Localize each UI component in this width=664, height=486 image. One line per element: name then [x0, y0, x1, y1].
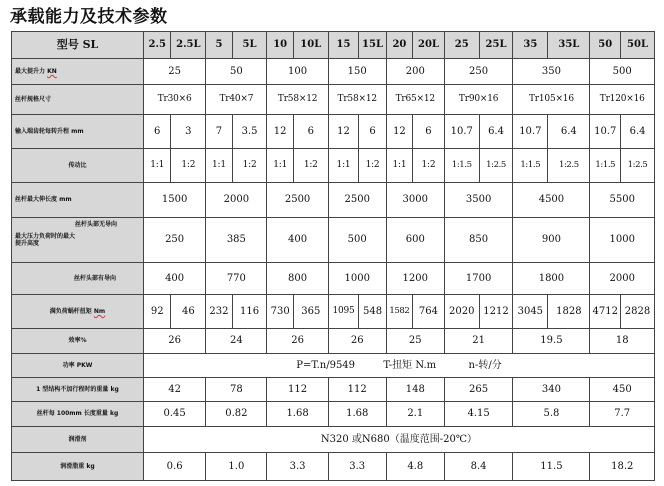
max-height-value: 2000 [590, 263, 655, 295]
ratio-value: 1:2 [232, 149, 267, 183]
lubricant-row [12, 427, 655, 453]
travel-value: 3.5 [232, 115, 267, 149]
max-height-row-b [12, 263, 655, 295]
weight-value: 112 [328, 378, 386, 402]
lubricant-label: 润滑剂 [12, 427, 144, 453]
model-header-cell: 10 [267, 32, 293, 59]
max-height-value: 385 [206, 218, 267, 263]
power-formula-cell [143, 354, 654, 378]
model-header-label: 型号 SL [12, 32, 144, 59]
ratio-value: 1:1.5 [590, 149, 621, 183]
torque-definition: T-扭矩 N.m [383, 359, 437, 371]
stroke-value: 5500 [590, 183, 655, 218]
power-label: 功率 PKW [12, 354, 144, 378]
lift-value: 200 [386, 59, 444, 85]
spec-table [11, 31, 655, 481]
model-header-cell: 50L [621, 32, 655, 59]
weight-value: 265 [444, 378, 513, 402]
travel-value: 10.7 [444, 115, 479, 149]
screw-weight-value: 7.7 [590, 402, 655, 427]
efficiency-value: 21 [444, 329, 513, 354]
weight-value: 112 [267, 378, 328, 402]
screw-value: Tr120×16 [590, 85, 655, 115]
screw-weight-value: 4.15 [444, 402, 513, 427]
travel-row [12, 115, 655, 149]
max-height-value: 1800 [513, 263, 590, 295]
lube-weight-value: 1.0 [206, 453, 267, 481]
torque-value: 92 [143, 295, 170, 329]
travel-label: 输入端齿轮每转升程 mm [12, 115, 144, 149]
model-header-cell: 35 [513, 32, 548, 59]
efficiency-value: 26 [143, 329, 205, 354]
screw-value: Tr58×12 [328, 85, 386, 115]
travel-value: 7 [206, 115, 232, 149]
max-height-label: 最大压力负荷时的最大提升高度 [15, 232, 76, 247]
travel-value: 6 [293, 115, 328, 149]
travel-value: 10.7 [590, 115, 621, 149]
model-header-cell: 5L [232, 32, 267, 59]
weight-value: 148 [386, 378, 444, 402]
ratio-value: 1:1 [267, 149, 293, 183]
ratio-value: 1:2 [293, 149, 328, 183]
model-header-cell: 25 [444, 32, 479, 59]
max-height-value: 250 [143, 218, 205, 263]
ratio-value: 1:2 [171, 149, 206, 183]
model-header-cell: 10L [293, 32, 328, 59]
weight-value: 42 [143, 378, 205, 402]
efficiency-row [12, 329, 655, 354]
weight-row [12, 378, 655, 402]
efficiency-value: 19.5 [513, 329, 590, 354]
torque-value: 1095 [328, 295, 359, 329]
model-header-cell: 15 [328, 32, 359, 59]
max-height-value: 1000 [590, 218, 655, 263]
model-header-cell: 20 [386, 32, 412, 59]
stroke-value: 4500 [513, 183, 590, 218]
unguided-sub-label: 丝杆头部有导向 [12, 263, 144, 295]
torque-value: 4712 [590, 295, 621, 329]
stroke-value: 1500 [143, 183, 205, 218]
screw-row [12, 85, 655, 115]
travel-value: 6 [143, 115, 170, 149]
max-height-label-cell [12, 218, 144, 263]
screw-label: 丝杆规格尺寸 [12, 85, 144, 115]
weight-label: 1 型结构不加行程时的重量 kg [12, 378, 144, 402]
torque-value: 2020 [444, 295, 479, 329]
lube-weight-row [12, 453, 655, 481]
torque-value: 548 [359, 295, 386, 329]
weight-value: 78 [206, 378, 267, 402]
max-height-value: 1200 [386, 263, 444, 295]
travel-value: 3 [171, 115, 206, 149]
max-height-value: 800 [267, 263, 328, 295]
header-row [12, 32, 655, 59]
screw-value: Tr65×12 [386, 85, 444, 115]
torque-label: 满负荷蜗杆扭矩 Nm [12, 295, 144, 329]
screw-weight-value: 1.68 [267, 402, 328, 427]
ratio-value: 1:1.5 [444, 149, 479, 183]
max-height-value: 600 [386, 218, 444, 263]
max-height-value: 1700 [444, 263, 513, 295]
lift-value: 350 [513, 59, 590, 85]
lube-weight-value: 8.4 [444, 453, 513, 481]
stroke-value: 3000 [386, 183, 444, 218]
efficiency-value: 18 [590, 329, 655, 354]
ratio-row [12, 149, 655, 183]
lift-value: 150 [328, 59, 386, 85]
ratio-label: 传动比 [12, 149, 144, 183]
torque-value: 1212 [479, 295, 513, 329]
lube-weight-value: 4.8 [386, 453, 444, 481]
torque-value: 365 [293, 295, 328, 329]
stroke-value: 2500 [267, 183, 328, 218]
max-height-value: 400 [143, 263, 205, 295]
lube-weight-value: 3.3 [328, 453, 386, 481]
stroke-label: 丝杆最大伸长度 mm [12, 183, 144, 218]
screw-value: Tr90×16 [444, 85, 513, 115]
ratio-value: 1:1 [143, 149, 170, 183]
max-height-value: 1000 [328, 263, 386, 295]
efficiency-value: 25 [386, 329, 444, 354]
screw-weight-value: 0.45 [143, 402, 205, 427]
weight-value: 450 [590, 378, 655, 402]
max-height-value: 400 [267, 218, 328, 263]
model-header-cell: 35L [548, 32, 590, 59]
lift-value: 250 [444, 59, 513, 85]
travel-value: 6 [359, 115, 386, 149]
efficiency-value: 26 [267, 329, 328, 354]
efficiency-value: 26 [328, 329, 386, 354]
lube-weight-value: 11.5 [513, 453, 590, 481]
screw-value: Tr58×12 [267, 85, 328, 115]
lube-weight-value: 0.6 [143, 453, 205, 481]
stroke-value: 2500 [328, 183, 386, 218]
ratio-value: 1:1 [206, 149, 232, 183]
model-header-cell: 2.5L [171, 32, 206, 59]
ratio-value: 1:2.5 [548, 149, 590, 183]
lift-row [12, 59, 655, 85]
max-height-value: 500 [328, 218, 386, 263]
model-header-cell: 50 [590, 32, 621, 59]
screw-weight-value: 5.8 [513, 402, 590, 427]
model-header-cell: 15L [359, 32, 386, 59]
ratio-value: 1:2 [359, 149, 386, 183]
ratio-value: 1:2.5 [621, 149, 655, 183]
travel-value: 6 [413, 115, 445, 149]
efficiency-value: 24 [206, 329, 267, 354]
stroke-row [12, 183, 655, 218]
screw-weight-value: 1.68 [328, 402, 386, 427]
travel-value: 10.7 [513, 115, 548, 149]
max-height-row-a [12, 218, 655, 263]
travel-value: 12 [328, 115, 359, 149]
screw-weight-label: 丝杆每 100mm 长度重量 kg [12, 402, 144, 427]
ratio-value: 1:1 [386, 149, 412, 183]
max-height-value: 900 [513, 218, 590, 263]
torque-value: 730 [267, 295, 293, 329]
lift-value: 100 [267, 59, 328, 85]
torque-value: 46 [171, 295, 206, 329]
travel-value: 6.4 [621, 115, 655, 149]
ratio-value: 1:2.5 [479, 149, 513, 183]
torque-value: 232 [206, 295, 232, 329]
weight-value: 340 [513, 378, 590, 402]
screw-value: Tr40×7 [206, 85, 267, 115]
ratio-value: 1:1.5 [513, 149, 548, 183]
lift-value: 500 [590, 59, 655, 85]
model-header-cell: 25L [479, 32, 513, 59]
lube-weight-value: 18.2 [590, 453, 655, 481]
lift-value: 50 [206, 59, 267, 85]
stroke-value: 2000 [206, 183, 267, 218]
travel-value: 12 [386, 115, 412, 149]
page-title: 承载能力及技术参数 [10, 7, 168, 27]
travel-value: 12 [267, 115, 293, 149]
max-height-value: 770 [206, 263, 267, 295]
guided-sub-label: 丝杆头部无导向 [75, 221, 118, 228]
lift-value: 25 [143, 59, 205, 85]
lubricant-value: N320 或N680（温度范围-20℃） [143, 427, 654, 453]
stroke-value: 3500 [444, 183, 513, 218]
max-height-value: 850 [444, 218, 513, 263]
torque-value: 764 [413, 295, 445, 329]
model-header-cell: 20L [413, 32, 445, 59]
screw-weight-row [12, 402, 655, 427]
lube-weight-label: 润滑脂重 kg [12, 453, 144, 481]
ratio-value: 1:2 [413, 149, 445, 183]
lube-weight-value: 3.3 [267, 453, 328, 481]
model-header-cell: 2.5 [143, 32, 170, 59]
travel-value: 6.4 [548, 115, 590, 149]
screw-value: Tr30×6 [143, 85, 205, 115]
ratio-value: 1:1 [328, 149, 359, 183]
torque-value: 116 [232, 295, 267, 329]
screw-value: Tr105×16 [513, 85, 590, 115]
travel-value: 6.4 [479, 115, 513, 149]
torque-value: 2828 [621, 295, 655, 329]
torque-row [12, 295, 655, 329]
torque-value: 3045 [513, 295, 548, 329]
efficiency-label: 效率% [12, 329, 144, 354]
lift-label: 最大提升力 KN [12, 59, 144, 85]
model-header-cell: 5 [206, 32, 232, 59]
torque-value: 1828 [548, 295, 590, 329]
screw-weight-value: 0.82 [206, 402, 267, 427]
speed-definition: n-转/分 [468, 359, 502, 371]
screw-weight-value: 2.1 [386, 402, 444, 427]
power-formula: P=T.n/9549 [296, 359, 356, 371]
torque-value: 1582 [386, 295, 412, 329]
power-row [12, 354, 655, 378]
